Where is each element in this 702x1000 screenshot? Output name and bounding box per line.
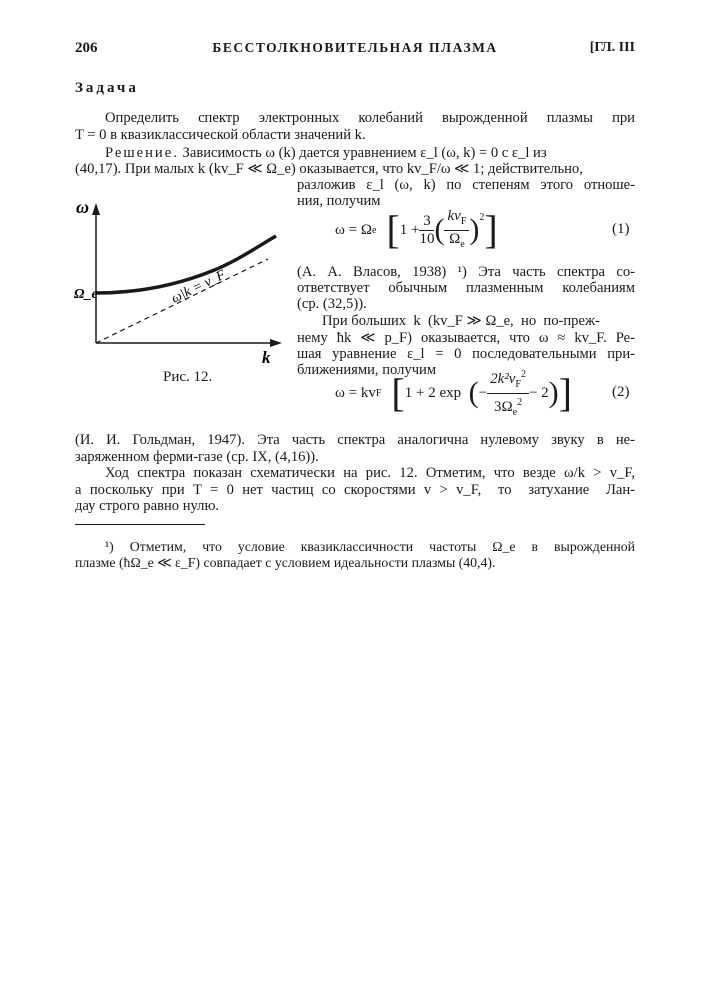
eq1-open-bracket: [ — [376, 207, 400, 252]
page-header — [75, 40, 635, 62]
footnote-line-1: ¹) Отметим, что условие квазиклассичности частоты Ω_e в вырожденной — [105, 539, 635, 554]
para4-line-1: Ход спектра показан схематически на рис. 12. Отметим, что везде ω/k > v_F, — [105, 465, 635, 481]
eq2-frac-den: $3\Omega_e^2$ — [493, 396, 523, 418]
after-eq1-line-3: (ср. (32,5)). — [297, 296, 367, 312]
eq2-lhs: ω = kv — [335, 384, 376, 401]
after-eq1-line-1: (А. А. Власов, 1938) ¹) Эта часть спектра со- — [297, 264, 635, 280]
para4-line-2: а поскольку при T = 0 нет частиц со скоростями v > v_F, то затухание Лан- — [75, 482, 635, 498]
eq2-open-paren: ( — [461, 376, 479, 409]
eq2-open-bracket: [ — [381, 370, 405, 415]
eq2-close-bracket: ] — [558, 370, 572, 415]
para2-line-3: шая уравнение ε_l = 0 последовательными при- — [297, 346, 635, 362]
x-axis-label: k — [262, 348, 271, 365]
figure-12-plot — [72, 195, 292, 365]
footnote-rule — [75, 524, 205, 525]
equation-1 — [335, 208, 498, 252]
eq2-tail: − 2 — [528, 384, 549, 401]
level-label: Ω_e — [74, 287, 98, 302]
figure-caption: Рис. 12. — [163, 369, 213, 385]
footnote-line-2: плазме (ħΩ_e ≪ ε_F) совпадает с условием идеальности плазмы (40,4). — [75, 555, 496, 570]
after-eq1-line-2: ответствует обычным плазменным колебаниям — [297, 280, 635, 296]
eq2-one-plus: 1 + 2 exp — [404, 384, 462, 401]
eq1-frac-num: $kv_F$ — [444, 208, 469, 231]
para3-line-1: (И. И. Гольдман, 1947). Эта часть спектра аналогична нулевому звуку в не- — [75, 432, 635, 448]
solution-line-4: ния, получим — [297, 193, 381, 209]
para2-line-1: При больших k (kv_F ≫ Ω_e, но по-преж- — [322, 313, 600, 329]
solution-line-1 — [105, 145, 635, 162]
para4-line-3: дау строго равно нулю. — [75, 498, 220, 514]
eq1-lhs: ω = Ω — [335, 221, 372, 238]
solution-label: Решение. — [105, 145, 179, 161]
running-title: БЕССТОЛКНОВИТЕЛЬНАЯ ПЛАЗМА — [212, 40, 498, 55]
eq1-coef-den: 10 — [419, 230, 435, 247]
eq2-fraction — [487, 366, 529, 421]
x-axis-arrow — [270, 339, 282, 347]
eq1-one-plus: 1 + — [399, 221, 420, 238]
task-statement-line-2: T = 0 в квазиклассической области значений k. — [75, 127, 366, 143]
eq1-lhs-sub: e — [371, 224, 377, 236]
page-number: 206 — [75, 40, 98, 56]
solution-line-1-text: Зависимость ω (k) дается уравнением ε_l (ω, k) = 0 с ε_l из — [182, 145, 547, 161]
task-title: Задача — [75, 80, 139, 96]
equation-2-number: (2) — [612, 384, 630, 400]
para2-line-4: ближениями, получим — [297, 362, 437, 378]
equation-1-number: (1) — [612, 221, 630, 237]
eq1-close-bracket: ] — [484, 207, 498, 252]
eq2-frac-num: $2k^2v_F^2$ — [487, 366, 529, 394]
asymptote-label: ω|k = v_F — [169, 267, 229, 307]
solution-line-2: (40,17). При малых k (kv_F ≪ Ω_e) оказывается, что kv_F/ω ≪ 1; действительно, — [75, 161, 583, 177]
para3-line-2: заряженном ферми-газе (ср. IX, (4,16)). — [75, 449, 319, 465]
eq1-fraction — [444, 208, 469, 253]
task-statement-line-1: Определить спектр электронных колебаний вырожденной плазмы при — [105, 110, 635, 126]
eq1-coefficient — [419, 213, 434, 248]
equation-2 — [335, 370, 572, 416]
solution-line-3: разложив ε_l (ω, k) по степеням этого отноше- — [297, 177, 635, 193]
eq2-lhs-sub: F — [375, 387, 382, 399]
y-axis-arrow — [92, 203, 100, 215]
eq1-coef-num: 3 — [419, 213, 434, 231]
chapter-label: [ГЛ. III — [589, 40, 635, 55]
eq1-power: 2 — [479, 212, 485, 223]
eq1-open-paren: ( — [434, 213, 445, 246]
para2-line-2: нему ħk ≪ p_F) оказывается, что ω ≈ kv_F. Ре- — [297, 330, 635, 346]
eq1-close-paren: ) — [469, 213, 480, 246]
y-axis-label: ω — [76, 197, 90, 217]
eq2-minus: − — [478, 384, 488, 401]
eq1-frac-den: $\Omega_e$ — [449, 230, 465, 250]
figure-12 — [72, 195, 292, 365]
eq2-close-paren: ) — [548, 376, 559, 409]
